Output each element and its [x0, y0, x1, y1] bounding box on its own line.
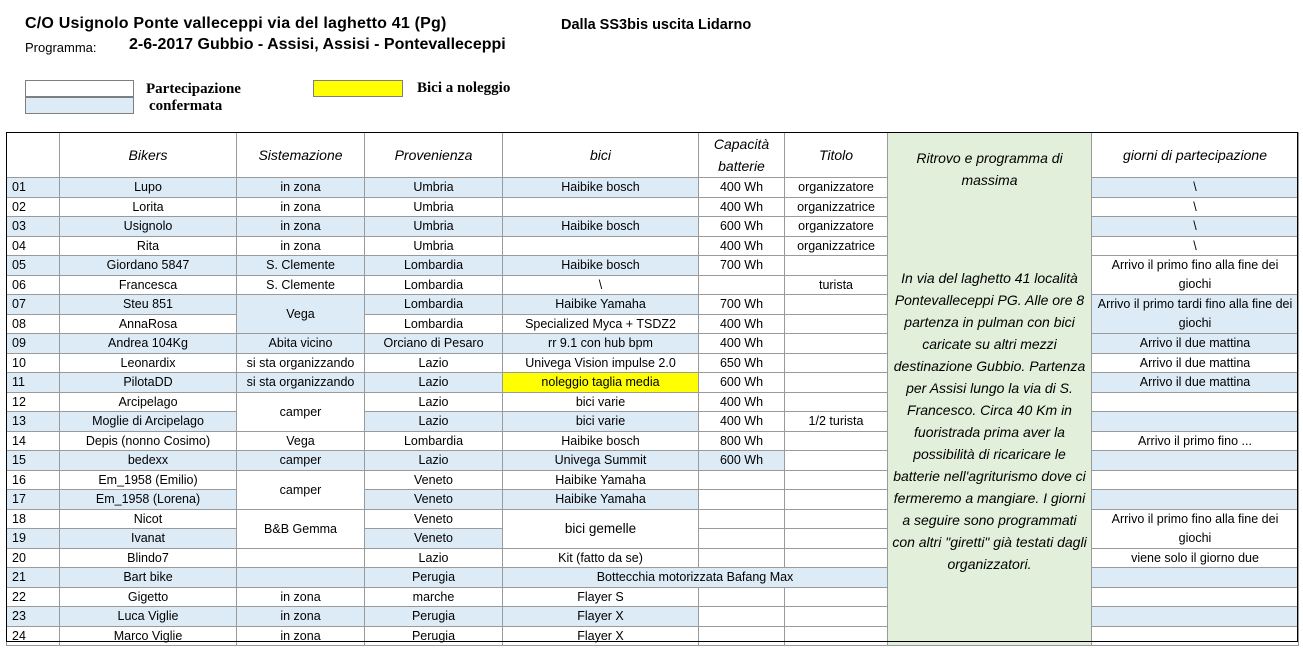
table-row — [7, 197, 1299, 217]
capacita-cell — [699, 548, 785, 568]
row-number: 18 — [7, 509, 60, 529]
titolo-cell — [785, 587, 888, 607]
giorni-cell-merged: Arrivo il primo tardi fino alla fine dei giochi — [1092, 295, 1299, 334]
row-number: 20 — [7, 548, 60, 568]
table-row — [7, 607, 1299, 627]
biker-name: Usignolo — [60, 217, 237, 237]
capacita-cell: 400 Wh — [699, 236, 785, 256]
titolo-cell — [785, 470, 888, 490]
capacita-cell — [699, 607, 785, 627]
titolo-cell: organizzatrice — [785, 197, 888, 217]
capacita-cell: 700 Wh — [699, 256, 785, 276]
giorni-cell — [1092, 451, 1299, 471]
bici-cell: Haibike bosch — [503, 256, 699, 276]
legend-swatch-confirmed — [25, 97, 134, 114]
biker-name: Gigetto — [60, 587, 237, 607]
table-row — [7, 568, 1299, 588]
program-title: Ritrovo e programma di massima — [916, 150, 1063, 188]
provenienza-cell: Umbria — [365, 178, 503, 198]
titolo-cell — [785, 314, 888, 334]
row-number: 13 — [7, 412, 60, 432]
table-row — [7, 217, 1299, 237]
provenienza-cell: Lazio — [365, 548, 503, 568]
provenienza-cell: Lazio — [365, 353, 503, 373]
sistemazione-cell: S. Clemente — [237, 256, 365, 276]
capacita-cell: 600 Wh — [699, 451, 785, 471]
capacita-cell: 400 Wh — [699, 412, 785, 432]
table-row — [7, 392, 1299, 412]
biker-name: Em_1958 (Emilio) — [60, 470, 237, 490]
biker-name: Ivanat — [60, 529, 237, 549]
capacita-cell: 800 Wh — [699, 431, 785, 451]
row-number: 22 — [7, 587, 60, 607]
sistemazione-cell: in zona — [237, 607, 365, 627]
bici-cell: Haibike bosch — [503, 178, 699, 198]
row-number: 08 — [7, 314, 60, 334]
provenienza-cell: Veneto — [365, 490, 503, 510]
row-number: 14 — [7, 431, 60, 451]
sistemazione-cell: si sta organizzando — [237, 373, 365, 393]
titolo-cell — [785, 392, 888, 412]
giorni-cell: Arrivo il due mattina — [1092, 373, 1299, 393]
biker-name: Giordano 5847 — [60, 256, 237, 276]
sistemazione-cell-merged: B&B Gemma — [237, 509, 365, 548]
giorni-cell — [1092, 470, 1299, 490]
bici-cell: bici varie — [503, 412, 699, 432]
biker-name: Em_1958 (Lorena) — [60, 490, 237, 510]
capacita-cell: 700 Wh — [699, 295, 785, 315]
giorni-cell — [1092, 412, 1299, 432]
giorni-cell-merged: Arrivo il primo fino alla fine dei giochi — [1092, 256, 1299, 295]
bici-cell: \ — [503, 275, 699, 295]
table-row — [7, 431, 1299, 451]
bici-cell: Flayer X — [503, 626, 699, 646]
biker-name: Marco Viglie — [60, 626, 237, 646]
biker-name: Andrea 104Kg — [60, 334, 237, 354]
provenienza-cell: Umbria — [365, 236, 503, 256]
program-cell — [888, 133, 1092, 646]
header-row — [7, 133, 1299, 178]
biker-name: Rita — [60, 236, 237, 256]
bici-cell: bici varie — [503, 392, 699, 412]
capacita-cell — [699, 626, 785, 646]
bici-cell — [503, 197, 699, 217]
row-number: 05 — [7, 256, 60, 276]
col-number-header — [7, 133, 60, 178]
biker-name: Steu 851 — [60, 295, 237, 315]
provenienza-cell: Lombardia — [365, 431, 503, 451]
legend-rental: Bici a noleggio — [417, 80, 511, 96]
giorni-cell-merged: Arrivo il primo fino alla fine dei giochi — [1092, 509, 1299, 548]
table-row — [7, 451, 1299, 471]
provenienza-cell: Lazio — [365, 392, 503, 412]
capacita-cell: 400 Wh — [699, 334, 785, 354]
capacita-cell — [699, 587, 785, 607]
titolo-cell: organizzatrice — [785, 236, 888, 256]
sistemazione-cell: in zona — [237, 587, 365, 607]
capacita-cell: 650 Wh — [699, 353, 785, 373]
giorni-cell: viene solo il giorno due — [1092, 548, 1299, 568]
biker-name: Moglie di Arcipelago — [60, 412, 237, 432]
legend-confirmed-line2: confermata — [149, 98, 223, 114]
provenienza-cell: Veneto — [365, 529, 503, 549]
row-number: 02 — [7, 197, 60, 217]
bici-cell: Univega Summit — [503, 451, 699, 471]
titolo-cell — [785, 353, 888, 373]
biker-name: Depis (nonno Cosimo) — [60, 431, 237, 451]
table-row — [7, 490, 1299, 510]
biker-name: Arcipelago — [60, 392, 237, 412]
row-number: 15 — [7, 451, 60, 471]
giorni-cell: \ — [1092, 178, 1299, 198]
biker-name: Bart bike — [60, 568, 237, 588]
directions-note: Dalla SS3bis uscita Lidarno — [561, 17, 752, 33]
bici-cell: rr 9.1 con hub bpm — [503, 334, 699, 354]
sistemazione-cell: camper — [237, 451, 365, 471]
titolo-cell — [785, 509, 888, 529]
sistemazione-cell: si sta organizzando — [237, 353, 365, 373]
bici-cell: Flayer S — [503, 587, 699, 607]
biker-name: bedexx — [60, 451, 237, 471]
titolo-cell — [785, 256, 888, 276]
provenienza-cell: Lombardia — [365, 275, 503, 295]
table-row — [7, 334, 1299, 354]
capacita-cell — [699, 509, 785, 529]
capacita-cell: 400 Wh — [699, 314, 785, 334]
giorni-cell: Arrivo il due mattina — [1092, 334, 1299, 354]
table-row — [7, 509, 1299, 529]
row-number: 21 — [7, 568, 60, 588]
row-number: 07 — [7, 295, 60, 315]
sistemazione-cell — [237, 568, 365, 588]
provenienza-cell: Perugia — [365, 626, 503, 646]
sistemazione-cell: in zona — [237, 178, 365, 198]
provenienza-cell: Lombardia — [365, 295, 503, 315]
provenienza-cell: Lazio — [365, 412, 503, 432]
sistemazione-cell-merged: Vega — [237, 295, 365, 334]
titolo-cell: 1/2 turista — [785, 412, 888, 432]
bici-cell: Haibike Yamaha — [503, 470, 699, 490]
row-number: 04 — [7, 236, 60, 256]
titolo-cell — [785, 431, 888, 451]
bici-cell: Haibike bosch — [503, 431, 699, 451]
provenienza-cell: Veneto — [365, 470, 503, 490]
sistemazione-cell: in zona — [237, 197, 365, 217]
titolo-cell — [785, 607, 888, 627]
capacita-cell: 400 Wh — [699, 392, 785, 412]
provenienza-cell: Umbria — [365, 197, 503, 217]
sistemazione-cell-merged: camper — [237, 470, 365, 509]
capacita-cell: 600 Wh — [699, 217, 785, 237]
row-number: 16 — [7, 470, 60, 490]
table-row — [7, 353, 1299, 373]
titolo-cell — [785, 626, 888, 646]
titolo-cell — [785, 451, 888, 471]
row-number: 01 — [7, 178, 60, 198]
page-title: C/O Usignolo Ponte valleceppi via del laghetto 41 (Pg) — [25, 15, 447, 32]
giorni-cell: Arrivo il due mattina — [1092, 353, 1299, 373]
col-giorni-header: giorni di partecipazione — [1092, 133, 1299, 178]
provenienza-cell: Veneto — [365, 509, 503, 529]
giorni-cell: \ — [1092, 197, 1299, 217]
titolo-cell: turista — [785, 275, 888, 295]
bici-cell — [503, 236, 699, 256]
table-row — [7, 626, 1299, 646]
giorni-cell — [1092, 490, 1299, 510]
table-row — [7, 256, 1299, 276]
bici-cell: Haibike bosch — [503, 217, 699, 237]
sistemazione-cell: S. Clemente — [237, 275, 365, 295]
giorni-cell — [1092, 626, 1299, 646]
sistemazione-cell: in zona — [237, 236, 365, 256]
row-number: 17 — [7, 490, 60, 510]
provenienza-cell: Lombardia — [365, 256, 503, 276]
row-number: 12 — [7, 392, 60, 412]
titolo-cell: organizzatore — [785, 178, 888, 198]
giorni-cell — [1092, 392, 1299, 412]
legend-swatch-rental — [313, 80, 403, 97]
giorni-cell: \ — [1092, 217, 1299, 237]
legend-confirmed-line1: Partecipazione — [146, 81, 241, 97]
row-number: 19 — [7, 529, 60, 549]
sistemazione-cell — [237, 548, 365, 568]
provenienza-cell: Umbria — [365, 217, 503, 237]
sistemazione-cell: Vega — [237, 431, 365, 451]
biker-name: PilotaDD — [60, 373, 237, 393]
giorni-cell — [1092, 607, 1299, 627]
table-row — [7, 412, 1299, 432]
provenienza-cell: Perugia — [365, 607, 503, 627]
capacita-cell — [699, 529, 785, 549]
capacita-cell: 600 Wh — [699, 373, 785, 393]
table-row — [7, 470, 1299, 490]
giorni-cell — [1092, 568, 1299, 588]
titolo-cell — [785, 334, 888, 354]
provenienza-cell: Perugia — [365, 568, 503, 588]
table-row — [7, 548, 1299, 568]
biker-name: Nicot — [60, 509, 237, 529]
capacita-cell — [699, 470, 785, 490]
row-number: 03 — [7, 217, 60, 237]
col-capacita-header: Capacità batterie — [699, 133, 785, 178]
titolo-cell: organizzatore — [785, 217, 888, 237]
col-sistemazione-header: Sistemazione — [237, 133, 365, 178]
biker-name: AnnaRosa — [60, 314, 237, 334]
row-number: 23 — [7, 607, 60, 627]
sistemazione-cell-merged: camper — [237, 392, 365, 431]
legend-swatch-white — [25, 80, 134, 97]
titolo-cell — [785, 529, 888, 549]
table-row — [7, 587, 1299, 607]
table-row — [7, 295, 1299, 315]
bici-cell-wide: Bottecchia motorizzata Bafang Max — [503, 568, 888, 588]
table-row — [7, 373, 1299, 393]
capacita-cell — [699, 275, 785, 295]
row-number: 10 — [7, 353, 60, 373]
program-value: 2-6-2017 Gubbio - Assisi, Assisi - Pontevalleceppi — [129, 36, 506, 53]
col-provenienza-header: Provenienza — [365, 133, 503, 178]
biker-name: Blindo7 — [60, 548, 237, 568]
titolo-cell — [785, 373, 888, 393]
row-number: 24 — [7, 626, 60, 646]
giorni-cell: \ — [1092, 236, 1299, 256]
col-bikers-header: Bikers — [60, 133, 237, 178]
bici-cell: Kit (fatto da se) — [503, 548, 699, 568]
sistemazione-cell: in zona — [237, 217, 365, 237]
row-number: 09 — [7, 334, 60, 354]
giorni-cell: Arrivo il primo fino ... — [1092, 431, 1299, 451]
col-bici-header: bici — [503, 133, 699, 178]
titolo-cell — [785, 490, 888, 510]
bici-cell: Univega Vision impulse 2.0 — [503, 353, 699, 373]
biker-name: Leonardix — [60, 353, 237, 373]
sistemazione-cell: Abita vicino — [237, 334, 365, 354]
biker-name: Lupo — [60, 178, 237, 198]
program-body: In via del laghetto 41 località Pontevalleceppi PG. Alle ore 8 partenza in pulman con bici caricate su altri mezzi destinazione Gubbio. Partenza per Assisi lungo la via di S. Francesco. Circa 40 Km in fuoristrada prima aver la possibilità di ricaricare le batterie nell'agriturismo dove ci fermeremo a mangiare. I giorni a seguire sono programmati con altri "giretti" già testati dagli organizzatori. — [892, 270, 1087, 572]
titolo-cell — [785, 295, 888, 315]
provenienza-cell: Orciano di Pesaro — [365, 334, 503, 354]
provenienza-cell: marche — [365, 587, 503, 607]
provenienza-cell: Lazio — [365, 451, 503, 471]
provenienza-cell: Lazio — [365, 373, 503, 393]
provenienza-cell: Lombardia — [365, 314, 503, 334]
row-number: 06 — [7, 275, 60, 295]
capacita-cell — [699, 490, 785, 510]
bici-cell: Specialized Myca + TSDZ2 — [503, 314, 699, 334]
biker-name: Lorita — [60, 197, 237, 217]
col-titolo-header: Titolo — [785, 133, 888, 178]
capacita-cell: 400 Wh — [699, 178, 785, 198]
participants-table — [6, 132, 1299, 646]
table-row — [7, 178, 1299, 198]
program-label: Programma: — [25, 40, 97, 55]
titolo-cell — [785, 548, 888, 568]
biker-name: Luca Viglie — [60, 607, 237, 627]
giorni-cell — [1092, 587, 1299, 607]
bici-cell: Haibike Yamaha — [503, 490, 699, 510]
table-row — [7, 236, 1299, 256]
bici-cell: Flayer X — [503, 607, 699, 627]
biker-name: Francesca — [60, 275, 237, 295]
row-number: 11 — [7, 373, 60, 393]
capacita-cell: 400 Wh — [699, 197, 785, 217]
bici-cell-rental: noleggio taglia media — [503, 373, 699, 393]
sistemazione-cell: in zona — [237, 626, 365, 646]
bici-cell-merged: bici gemelle — [503, 509, 699, 548]
bici-cell: Haibike Yamaha — [503, 295, 699, 315]
